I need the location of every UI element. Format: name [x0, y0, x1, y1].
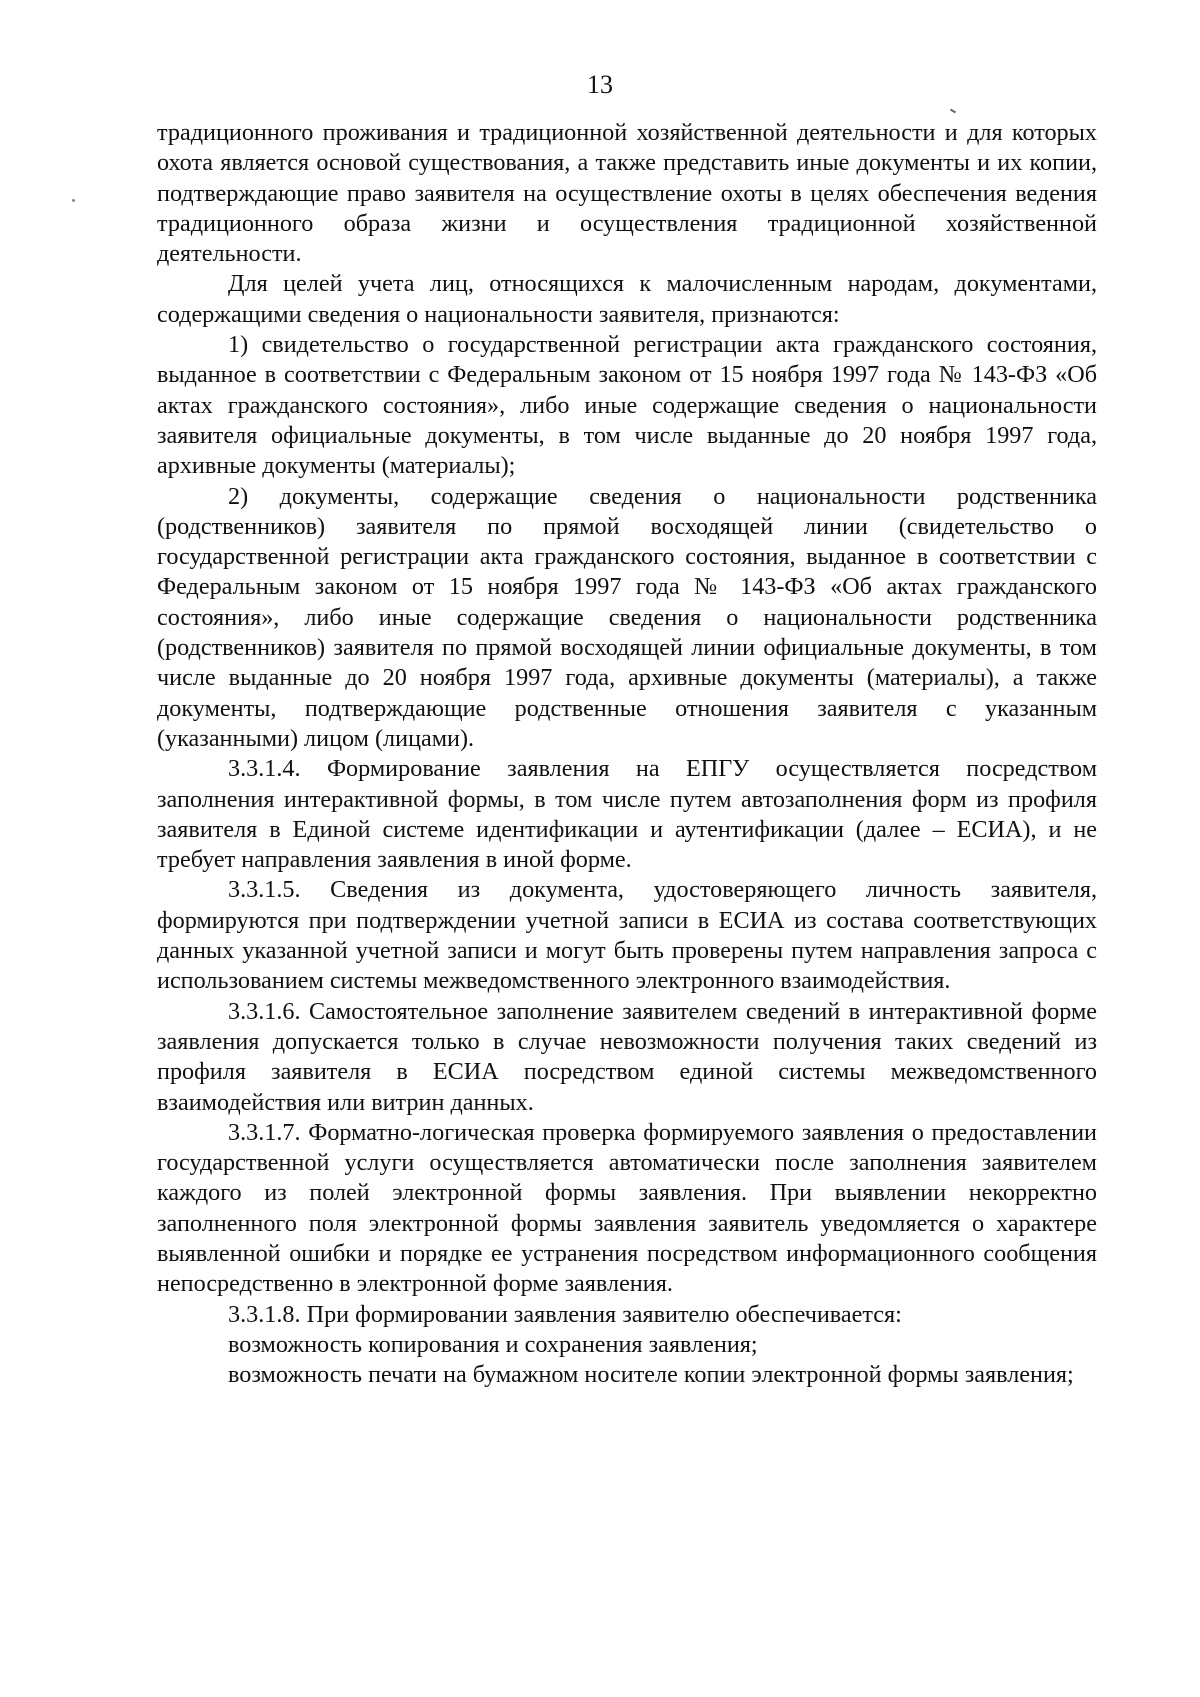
paragraph-continuation: традиционного проживания и традиционной хозяйственной деятельности и для которых охота является основой существования, а также представить иные документы и их копии, подтверждающие право заявителя на осуществление охоты в целях обеспечения ведения традиционного образа жизни и осуществления традиционной хозяйственной деятельности.: [157, 119, 1097, 268]
paragraph-documents-intro: Для целей учета лиц, относящихся к малочисленным народам, документами, содержащими сведения о национальности заявителя, признаются:: [157, 270, 1097, 328]
scan-artifact-dot: [72, 199, 75, 202]
paragraph-3-3-1-6: 3.3.1.6. Самостоятельное заполнение заявителем сведений в интерактивной форме заявления допускается только в случае невозможности получения таких сведений из профиля заявителя в ЕСИА посредством единой системы межведомственного взаимодействия или витрин данных.: [157, 997, 1097, 1116]
document-body: [157, 118, 1097, 1390]
paragraph-item-1: 1) свидетельство о государственной регистрации акта гражданского состояния, выданное в соответствии с Федеральным законом от 15 ноября 1997 года № 143-ФЗ «Об актах гражданского состояния», либо иные содержащие сведения о национальности заявителя официальные документы, в том числе выданные до 20 ноября 1997 года, архивные документы (материалы);: [157, 331, 1097, 480]
paragraph-print: возможность печати на бумажном носителе копии электронной формы заявления;: [228, 1361, 1074, 1389]
paragraph-3-3-1-4: 3.3.1.4. Формирование заявления на ЕПГУ осуществляется посредством заполнения интерактивной формы, в том числе путем автозаполнения форм из профиля заявителя в Единой системе идентификации и аутентификации (далее – ЕСИА), и не требует направления заявления в иной форме.: [157, 755, 1097, 874]
paragraph-3-3-1-7: 3.3.1.7. Форматно-логическая проверка формируемого заявления о предоставлении государственной услуги осуществляется автоматически после заполнения заявителем каждого из полей электронной формы заявления. При выявлении некорректно заполненного поля электронной формы заявления заявитель уведомляется о характере выявленной ошибки и порядке ее устранения посредством информационного сообщения непосредственно в электронной форме заявления.: [157, 1118, 1097, 1298]
paragraph-3-3-1-5: 3.3.1.5. Сведения из документа, удостоверяющего личность заявителя, формируются при подтверждении учетной записи в ЕСИА из состава соответствующих данных указанной учетной записи и могут быть проверены путем направления запроса с использованием системы межведомственного электронного взаимодействия.: [157, 876, 1097, 995]
page-number: 13: [587, 70, 613, 99]
paragraph-copy-save: возможность копирования и сохранения заявления;: [228, 1330, 758, 1358]
paragraph-3-3-1-8: 3.3.1.8. При формировании заявления заявителю обеспечивается:: [228, 1300, 902, 1328]
paragraph-item-2: 2) документы, содержащие сведения о национальности родственника (родственников) заявителя по прямой восходящей линии (свидетельство о государственной регистрации акта гражданского состояния, выданное в соответствии с Федеральным законом от 15 ноября 1997 года № 143-ФЗ «Об актах гражданского состояния», либо иные содержащие сведения о национальности родственника (родственников) заявителя по прямой восходящей линии официальные документы, в том числе выданные до 20 ноября 1997 года, архивные документы (материалы), а также документы, подтверждающие родственные отношения заявителя с указанным (указанными) лицом (лицами).: [157, 482, 1097, 752]
scan-artifact-mark: [950, 109, 956, 114]
